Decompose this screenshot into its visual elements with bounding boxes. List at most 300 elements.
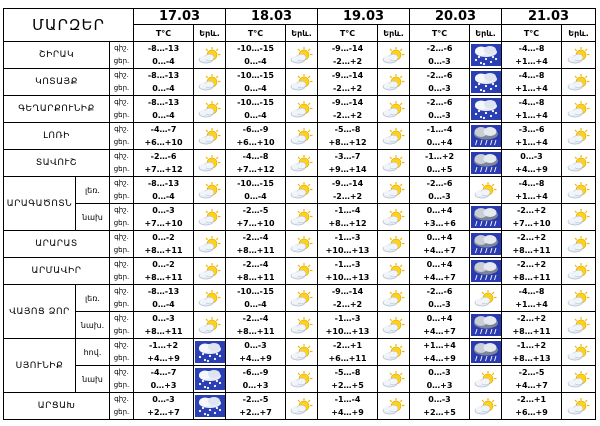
temperature-cell	[502, 312, 562, 339]
day-temperature: +8…+11	[512, 327, 551, 336]
table-row	[4, 366, 596, 393]
sun-cloud-icon	[562, 231, 596, 258]
day-temperature: +1…+4	[515, 138, 548, 147]
day-temperature: +6…+11	[328, 354, 367, 363]
region-name: ՍՅՈՒՆԻՔ	[4, 339, 76, 393]
period-labels	[110, 231, 134, 258]
day-label: ցեր.	[113, 354, 130, 362]
sun-cloud-icon	[470, 177, 502, 204]
day-temperature: 0…-4	[152, 84, 175, 93]
day-temperature: +4…+7	[423, 327, 456, 336]
day-temperature: +4…+9	[147, 354, 180, 363]
night-temperature: -4…-8	[242, 152, 269, 161]
day-temperature: +7…+12	[144, 165, 183, 174]
temperature-cell	[318, 285, 378, 312]
region-name: ԱՐՑԱԽ	[4, 393, 110, 420]
phenomena-header: Երև.	[194, 25, 226, 42]
night-temperature: -2…-6	[426, 179, 453, 188]
night-temperature: -10…-15	[237, 98, 274, 107]
table-row	[4, 96, 596, 123]
night-temperature: -4…-8	[518, 44, 545, 53]
temperature-cell	[226, 123, 286, 150]
sun-cloud-icon	[562, 150, 596, 177]
night-temperature: -9…-14	[331, 44, 364, 53]
sun-cloud-icon	[562, 69, 596, 96]
sun-cloud-icon	[562, 204, 596, 231]
temp-header: T°C	[134, 25, 194, 42]
temperature-cell	[318, 96, 378, 123]
sun-cloud-icon	[562, 285, 596, 312]
day-temperature: 0…+3	[150, 381, 177, 390]
day-temperature: +8…+11	[144, 273, 183, 282]
region-name: ԱՐՄԱՎԻՐ	[4, 258, 110, 285]
region-name: ԼՈՌԻ	[4, 123, 110, 150]
period-labels	[110, 393, 134, 420]
rain-cloud-icon	[470, 312, 502, 339]
day-temperature: 0…+3	[242, 381, 269, 390]
day-temperature: +10…+13	[325, 273, 370, 282]
day-temperature: +8…+11	[144, 246, 183, 255]
night-temperature: -2…-6	[426, 44, 453, 53]
temperature-cell	[226, 312, 286, 339]
night-temperature: 0…-3	[520, 152, 543, 161]
sun-cloud-icon	[378, 339, 410, 366]
temperature-cell	[134, 204, 194, 231]
day-label: ցեր.	[113, 192, 130, 200]
day-label: ցեր.	[113, 408, 130, 416]
day-temperature: +6…+10	[144, 138, 183, 147]
night-temperature: -5…-8	[334, 368, 361, 377]
day-temperature: +4…+7	[515, 381, 548, 390]
sun-cloud-icon	[378, 258, 410, 285]
night-temperature: -10…-15	[237, 287, 274, 296]
night-temperature: -2…-6	[426, 98, 453, 107]
temperature-cell	[318, 69, 378, 96]
night-temperature: 0…+4	[426, 206, 453, 215]
temperature-cell	[502, 231, 562, 258]
day-temperature: +4…+9	[239, 354, 272, 363]
day-temperature: +4…+9	[423, 354, 456, 363]
day-temperature: -2…+2	[332, 84, 363, 93]
temperature-cell	[318, 231, 378, 258]
temperature-cell	[410, 123, 470, 150]
sun-cloud-icon	[194, 258, 226, 285]
temperature-cell	[502, 177, 562, 204]
phenomena-header: Երև.	[562, 25, 596, 42]
sun-cloud-icon	[562, 42, 596, 69]
region-name: ԿՈՏԱՅՔ	[4, 69, 110, 96]
period-labels	[110, 204, 134, 231]
temp-header: T°C	[410, 25, 470, 42]
night-label: գիշ.	[114, 71, 129, 79]
sun-cloud-icon	[562, 96, 596, 123]
night-temperature: 0…-2	[152, 233, 175, 242]
sun-cloud-icon	[470, 366, 502, 393]
temperature-cell	[226, 204, 286, 231]
night-temperature: -9…-14	[331, 179, 364, 188]
sun-cloud-icon	[562, 123, 596, 150]
temperature-cell	[410, 285, 470, 312]
day-temperature: 0…-4	[244, 84, 267, 93]
night-temperature: -4…-7	[150, 125, 177, 134]
phenomena-header: Երև.	[378, 25, 410, 42]
temperature-cell	[410, 150, 470, 177]
temperature-cell	[502, 123, 562, 150]
sun-cloud-icon	[378, 366, 410, 393]
night-temperature: -2…-6	[150, 152, 177, 161]
temperature-cell	[318, 150, 378, 177]
day-temperature: +1…+4	[515, 192, 548, 201]
table-row	[4, 312, 596, 339]
day-temperature: 0…-4	[244, 57, 267, 66]
sun-cloud-icon	[562, 177, 596, 204]
night-temperature: -4…-8	[518, 287, 545, 296]
period-labels	[110, 258, 134, 285]
night-temperature: -2…-4	[242, 314, 269, 323]
temperature-cell	[226, 69, 286, 96]
date-header: 21.03	[502, 9, 596, 25]
temperature-cell	[318, 258, 378, 285]
subregion-name: նախ	[76, 366, 110, 393]
day-temperature: -2…+2	[332, 192, 363, 201]
night-temperature: -1…-4	[426, 125, 453, 134]
temperature-cell	[134, 258, 194, 285]
sun-cloud-icon	[286, 393, 318, 420]
temperature-cell	[134, 69, 194, 96]
night-temperature: -2…+1	[516, 395, 547, 404]
night-label: գիշ.	[114, 260, 129, 268]
day-label: ցեր.	[113, 246, 130, 254]
temperature-cell	[134, 339, 194, 366]
day-temperature: +2…+7	[239, 408, 272, 417]
temperature-cell	[318, 42, 378, 69]
temperature-cell	[134, 285, 194, 312]
period-labels	[110, 312, 134, 339]
night-temperature: -4…-7	[150, 368, 177, 377]
day-temperature: 0…-3	[428, 57, 451, 66]
period-labels	[110, 285, 134, 312]
sun-cloud-icon	[378, 285, 410, 312]
night-temperature: -5…-8	[334, 125, 361, 134]
night-temperature: -2…+2	[516, 233, 547, 242]
night-label: գիշ.	[114, 179, 129, 187]
sun-cloud-icon	[562, 393, 596, 420]
night-label: գիշ.	[114, 233, 129, 241]
temperature-cell	[410, 231, 470, 258]
night-temperature: -9…-14	[331, 287, 364, 296]
day-temperature: 0…-4	[244, 111, 267, 120]
day-temperature: +7…+12	[236, 165, 275, 174]
night-temperature: -1…+2	[424, 152, 455, 161]
night-temperature: 0…+4	[426, 260, 453, 269]
day-temperature: 0…-3	[428, 84, 451, 93]
night-temperature: -1…-3	[334, 314, 361, 323]
night-temperature: -6…-9	[242, 368, 269, 377]
rain-cloud-icon	[470, 123, 502, 150]
night-temperature: -10…-15	[237, 71, 274, 80]
period-labels	[110, 123, 134, 150]
sun-cloud-icon	[194, 96, 226, 123]
snow-night-icon	[470, 96, 502, 123]
night-temperature: -4…-8	[518, 179, 545, 188]
night-temperature: -2…+2	[516, 260, 547, 269]
day-temperature: +8…+13	[512, 354, 551, 363]
temperature-cell	[134, 150, 194, 177]
sun-cloud-icon	[194, 177, 226, 204]
temperature-cell	[502, 204, 562, 231]
day-label: ցեր.	[113, 138, 130, 146]
night-temperature: 0…-3	[152, 206, 175, 215]
temperature-cell	[502, 366, 562, 393]
region-name: ՏԱՎՈՒՇ	[4, 150, 110, 177]
night-label: գիշ.	[114, 125, 129, 133]
day-temperature: -2…+2	[332, 57, 363, 66]
sun-cloud-icon	[562, 312, 596, 339]
day-temperature: +4…+9	[515, 165, 548, 174]
sun-cloud-icon	[286, 312, 318, 339]
day-label: ցեր.	[113, 327, 130, 335]
rain-cloud-icon	[470, 231, 502, 258]
day-temperature: 0…+5	[426, 165, 453, 174]
day-temperature: +8…+11	[236, 273, 275, 282]
sun-cloud-icon	[286, 69, 318, 96]
day-label: ցեր.	[113, 84, 130, 92]
table-row	[4, 258, 596, 285]
table-row	[4, 123, 596, 150]
day-temperature: 0…-4	[152, 300, 175, 309]
sun-cloud-icon	[378, 69, 410, 96]
day-temperature: +7…+10	[144, 219, 183, 228]
sun-cloud-icon	[286, 123, 318, 150]
night-temperature: -2…-4	[242, 233, 269, 242]
night-label: գիշ.	[114, 314, 129, 322]
temperature-cell	[410, 258, 470, 285]
table-row	[4, 231, 596, 258]
day-label: ցեր.	[113, 273, 130, 281]
temperature-cell	[410, 339, 470, 366]
period-labels	[110, 366, 134, 393]
day-temperature: +1…+4	[515, 57, 548, 66]
temperature-cell	[410, 69, 470, 96]
night-temperature: -2…-5	[242, 395, 269, 404]
temperature-cell	[410, 204, 470, 231]
snow-night-icon	[470, 69, 502, 96]
night-label: գիշ.	[114, 44, 129, 52]
night-label: գիշ.	[114, 98, 129, 106]
sun-cloud-icon	[194, 285, 226, 312]
temperature-cell	[226, 96, 286, 123]
subregion-name: լեռ.	[76, 285, 110, 312]
night-temperature: -9…-14	[331, 98, 364, 107]
regions-header: ՄԱՐԶԵՐ	[4, 9, 134, 42]
table-row	[4, 204, 596, 231]
temperature-cell	[226, 366, 286, 393]
rain-cloud-icon	[470, 150, 502, 177]
night-temperature: -4…-8	[518, 71, 545, 80]
rain-cloud-icon	[470, 204, 502, 231]
temperature-cell	[410, 42, 470, 69]
day-temperature: +2…+7	[147, 408, 180, 417]
day-temperature: 0…-4	[244, 192, 267, 201]
night-label: գիշ.	[114, 152, 129, 160]
night-temperature: -8…-13	[147, 71, 180, 80]
temperature-cell	[318, 366, 378, 393]
sun-cloud-icon	[194, 312, 226, 339]
sun-cloud-icon	[378, 96, 410, 123]
night-temperature: -2…-4	[242, 260, 269, 269]
night-label: գիշ.	[114, 395, 129, 403]
sun-cloud-icon	[286, 42, 318, 69]
day-temperature: -2…+2	[332, 300, 363, 309]
day-temperature: +4…+9	[331, 408, 364, 417]
day-temperature: +10…+13	[325, 246, 370, 255]
sun-cloud-icon	[286, 339, 318, 366]
night-temperature: +1…+4	[423, 341, 456, 350]
phenomena-header: Երև.	[470, 25, 502, 42]
sun-cloud-icon	[194, 42, 226, 69]
night-temperature: -3…-6	[518, 125, 545, 134]
day-temperature: +1…+4	[515, 111, 548, 120]
sun-cloud-icon	[378, 204, 410, 231]
subregion-name: նախ	[76, 204, 110, 231]
table-row	[4, 339, 596, 366]
table-row	[4, 42, 596, 69]
region-name: ԱՐԱԳԱԾՈՏՆ	[4, 177, 76, 231]
sun-cloud-icon	[194, 231, 226, 258]
sun-cloud-icon	[194, 123, 226, 150]
temperature-cell	[410, 312, 470, 339]
day-temperature: 0…-4	[152, 57, 175, 66]
temperature-cell	[502, 69, 562, 96]
period-labels	[110, 339, 134, 366]
night-temperature: -2…+2	[516, 206, 547, 215]
night-temperature: 0…-3	[244, 341, 267, 350]
sun-cloud-icon	[194, 204, 226, 231]
night-temperature: -2…-5	[518, 368, 545, 377]
date-header: 18.03	[226, 9, 318, 25]
night-label: գիշ.	[114, 287, 129, 295]
night-label: գիշ.	[114, 206, 129, 214]
temperature-cell	[318, 312, 378, 339]
temperature-cell	[410, 393, 470, 420]
day-temperature: 0…-3	[428, 111, 451, 120]
temperature-cell	[502, 285, 562, 312]
night-temperature: -8…-13	[147, 287, 180, 296]
date-header: 19.03	[318, 9, 410, 25]
sun-cloud-icon	[194, 69, 226, 96]
sun-cloud-icon	[286, 96, 318, 123]
day-temperature: +8…+11	[512, 246, 551, 255]
night-temperature: -8…-13	[147, 44, 180, 53]
sun-cloud-icon	[286, 204, 318, 231]
day-temperature: +6…+9	[515, 408, 548, 417]
temperature-cell	[134, 393, 194, 420]
day-temperature: +8…+11	[144, 327, 183, 336]
night-temperature: -2…+1	[332, 341, 363, 350]
day-label: ցեր.	[113, 300, 130, 308]
temperature-cell	[410, 177, 470, 204]
date-header: 17.03	[134, 9, 226, 25]
day-temperature: +8…+12	[328, 219, 367, 228]
sun-cloud-icon	[470, 285, 502, 312]
day-label: ցեր.	[113, 381, 130, 389]
period-labels	[110, 96, 134, 123]
temperature-cell	[318, 339, 378, 366]
night-temperature: -10…-15	[237, 179, 274, 188]
sun-cloud-icon	[562, 366, 596, 393]
region-name: ԳԵՂԱՐՔՈՒՆԻՔ	[4, 96, 110, 123]
subregion-name: նախ.	[76, 312, 110, 339]
region-name: ԱՐԱՐԱՏ	[4, 231, 110, 258]
table-row	[4, 177, 596, 204]
temperature-cell	[318, 177, 378, 204]
day-temperature: +7…+10	[236, 219, 275, 228]
sun-cloud-icon	[286, 258, 318, 285]
day-temperature: +4…+7	[423, 273, 456, 282]
night-temperature: -10…-15	[237, 44, 274, 53]
period-labels	[110, 69, 134, 96]
day-temperature: 0…+4	[426, 138, 453, 147]
period-labels	[110, 42, 134, 69]
temperature-cell	[134, 96, 194, 123]
night-label: գիշ.	[114, 368, 129, 376]
temperature-cell	[502, 339, 562, 366]
temperature-cell	[226, 258, 286, 285]
sun-cloud-icon	[194, 150, 226, 177]
temperature-cell	[134, 177, 194, 204]
snow-night-icon	[194, 366, 226, 393]
temperature-cell	[318, 393, 378, 420]
temperature-cell	[318, 123, 378, 150]
night-temperature: 0…-3	[428, 395, 451, 404]
day-temperature: +6…+10	[236, 138, 275, 147]
night-temperature: -1…-3	[334, 260, 361, 269]
snow-night-icon	[194, 339, 226, 366]
night-temperature: -1…-3	[334, 233, 361, 242]
day-temperature: +8…+11	[512, 273, 551, 282]
night-temperature: -1…+2	[516, 341, 547, 350]
night-temperature: -2…-6	[426, 71, 453, 80]
temperature-cell	[134, 366, 194, 393]
night-temperature: 0…+4	[426, 314, 453, 323]
region-name: ՎԱՅՈՑ ՁՈՐ	[4, 285, 76, 339]
sun-cloud-icon	[286, 231, 318, 258]
sun-cloud-icon	[378, 150, 410, 177]
temperature-cell	[226, 42, 286, 69]
night-temperature: -3…-7	[334, 152, 361, 161]
sun-cloud-icon	[562, 258, 596, 285]
temperature-cell	[226, 339, 286, 366]
sun-cloud-icon	[378, 231, 410, 258]
temperature-cell	[134, 312, 194, 339]
day-temperature: +8…+11	[236, 246, 275, 255]
phenomena-header: Երև.	[286, 25, 318, 42]
temperature-cell	[226, 150, 286, 177]
day-temperature: 0…-4	[152, 111, 175, 120]
temperature-cell	[226, 285, 286, 312]
snow-night-icon	[194, 393, 226, 420]
sun-cloud-icon	[378, 312, 410, 339]
day-temperature: +10…+13	[325, 327, 370, 336]
night-temperature: -2…+2	[516, 314, 547, 323]
day-label: ցեր.	[113, 219, 130, 227]
temperature-cell	[226, 177, 286, 204]
temperature-cell	[134, 42, 194, 69]
period-labels	[110, 150, 134, 177]
sun-cloud-icon	[286, 150, 318, 177]
day-temperature: +8…+11	[236, 327, 275, 336]
night-temperature: -1…+2	[148, 341, 179, 350]
